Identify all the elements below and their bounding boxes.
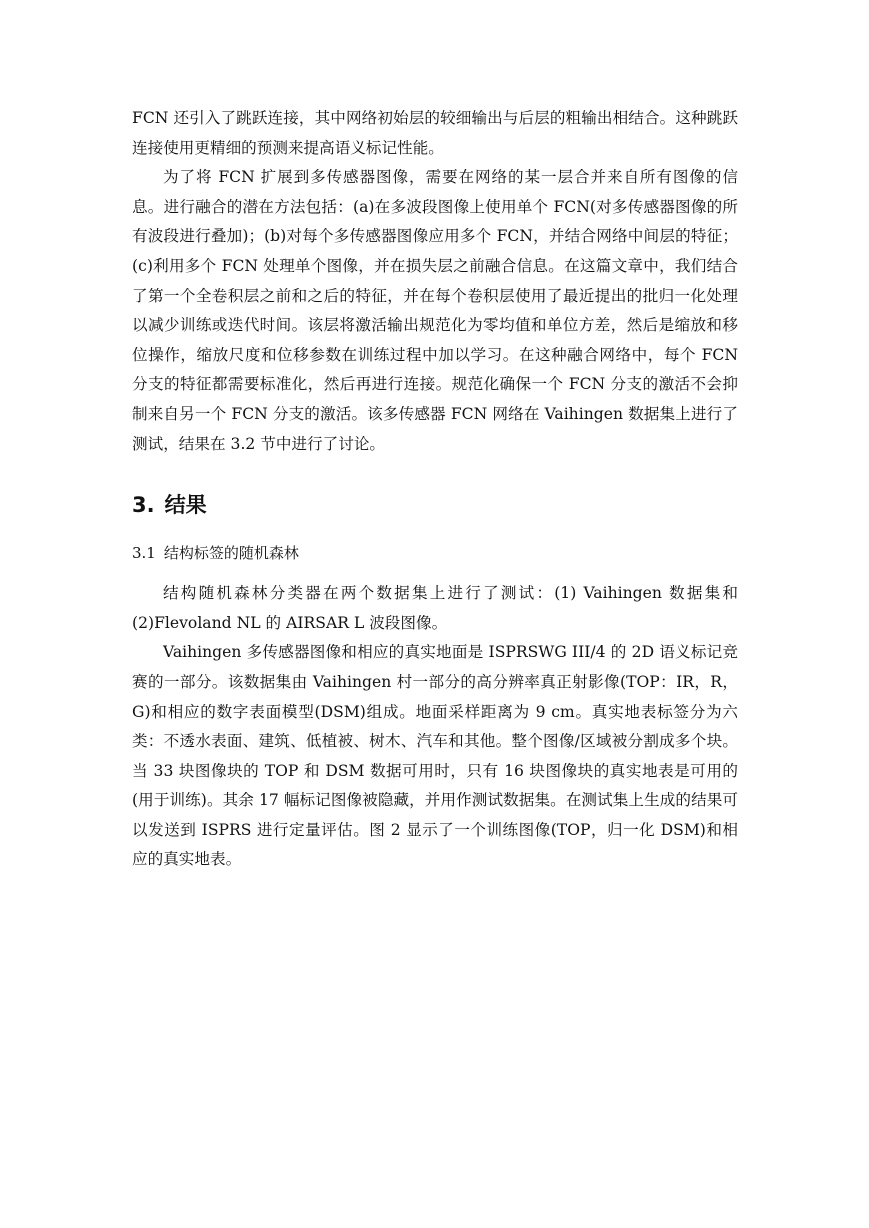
paragraph-vaihingen: Vaihingen 多传感器图像和相应的真实地面是 ISPRSWG III/4 的 2D 语义标记竞赛的一部分。该数据集由 Vaihingen 村一部分的高分辨率真正射影像(TOP：IR，R，G)和相应的数字表面模型(DSM)组成。地面采样距离为 9 cm。真实地表标签分为六类：不透水表面、建筑、低植被、树木、汽车和其他。整个图像/区域被分割成多个块。当 33 块图像块的 TOP 和 DSM 数据可用时，只有 16 块图像块的真实地表是可用的(用于训练)。其余 17 幅标记图像被隐藏，并用作测试数据集。在测试集上生成的结果可以发送到 ISPRS 进行定量评估。图 2 显示了一个训练图像(TOP，归一化 DSM)和相应的真实地表。 bbox=[132, 643, 738, 869]
subsection-heading bbox=[132, 539, 738, 567]
subsection-number: 3.1 bbox=[132, 544, 156, 563]
section-number: 3. bbox=[132, 493, 155, 518]
paragraph-datasets: 结构随机森林分类器在两个数据集上进行了测试：(1) Vaihingen 数据集和(2)Flevoland NL 的 AIRSAR L 波段图像。 bbox=[132, 584, 738, 632]
subsection-title: 结构标签的随机森林 bbox=[163, 544, 299, 563]
document-page bbox=[132, 104, 738, 875]
paragraph-multisensor-fcn: 为了将 FCN 扩展到多传感器图像，需要在网络的某一层合并来自所有图像的信息。进行融合的潜在方法包括：(a)在多波段图像上使用单个 FCN(对多传感器图像的所有波段进行叠加)；(b)对每个多传感器图像应用多个 FCN，并结合网络中间层的特征；(c)利用多个 FCN 处理单个图像，并在损失层之前融合信息。在这篇文章中，我们结合了第一个全卷积层之前和之后的特征，并在每个卷积层使用了最近提出的批归一化处理以减少训练或迭代时间。该层将激活输出规范化为零均值和单位方差，然后是缩放和移位操作，缩放尺度和位移参数在训练过程中加以学习。在这种融合网络中，每个 FCN 分支的特征都需要标准化，然后再进行连接。规范化确保一个 FCN 分支的激活不会抑制来自另一个 FCN 分支的激活。该多传感器 FCN 网络在 Vaihingen 数据集上进行了测试，结果在 3.2 节中进行了讨论。 bbox=[132, 168, 738, 453]
section-heading bbox=[132, 489, 738, 521]
section-title: 结果 bbox=[164, 493, 207, 518]
paragraph-skip-connections: FCN 还引入了跳跃连接，其中网络初始层的较细输出与后层的粗输出相结合。这种跳跃连接使用更精细的预测来提高语义标记性能。 bbox=[132, 109, 738, 157]
